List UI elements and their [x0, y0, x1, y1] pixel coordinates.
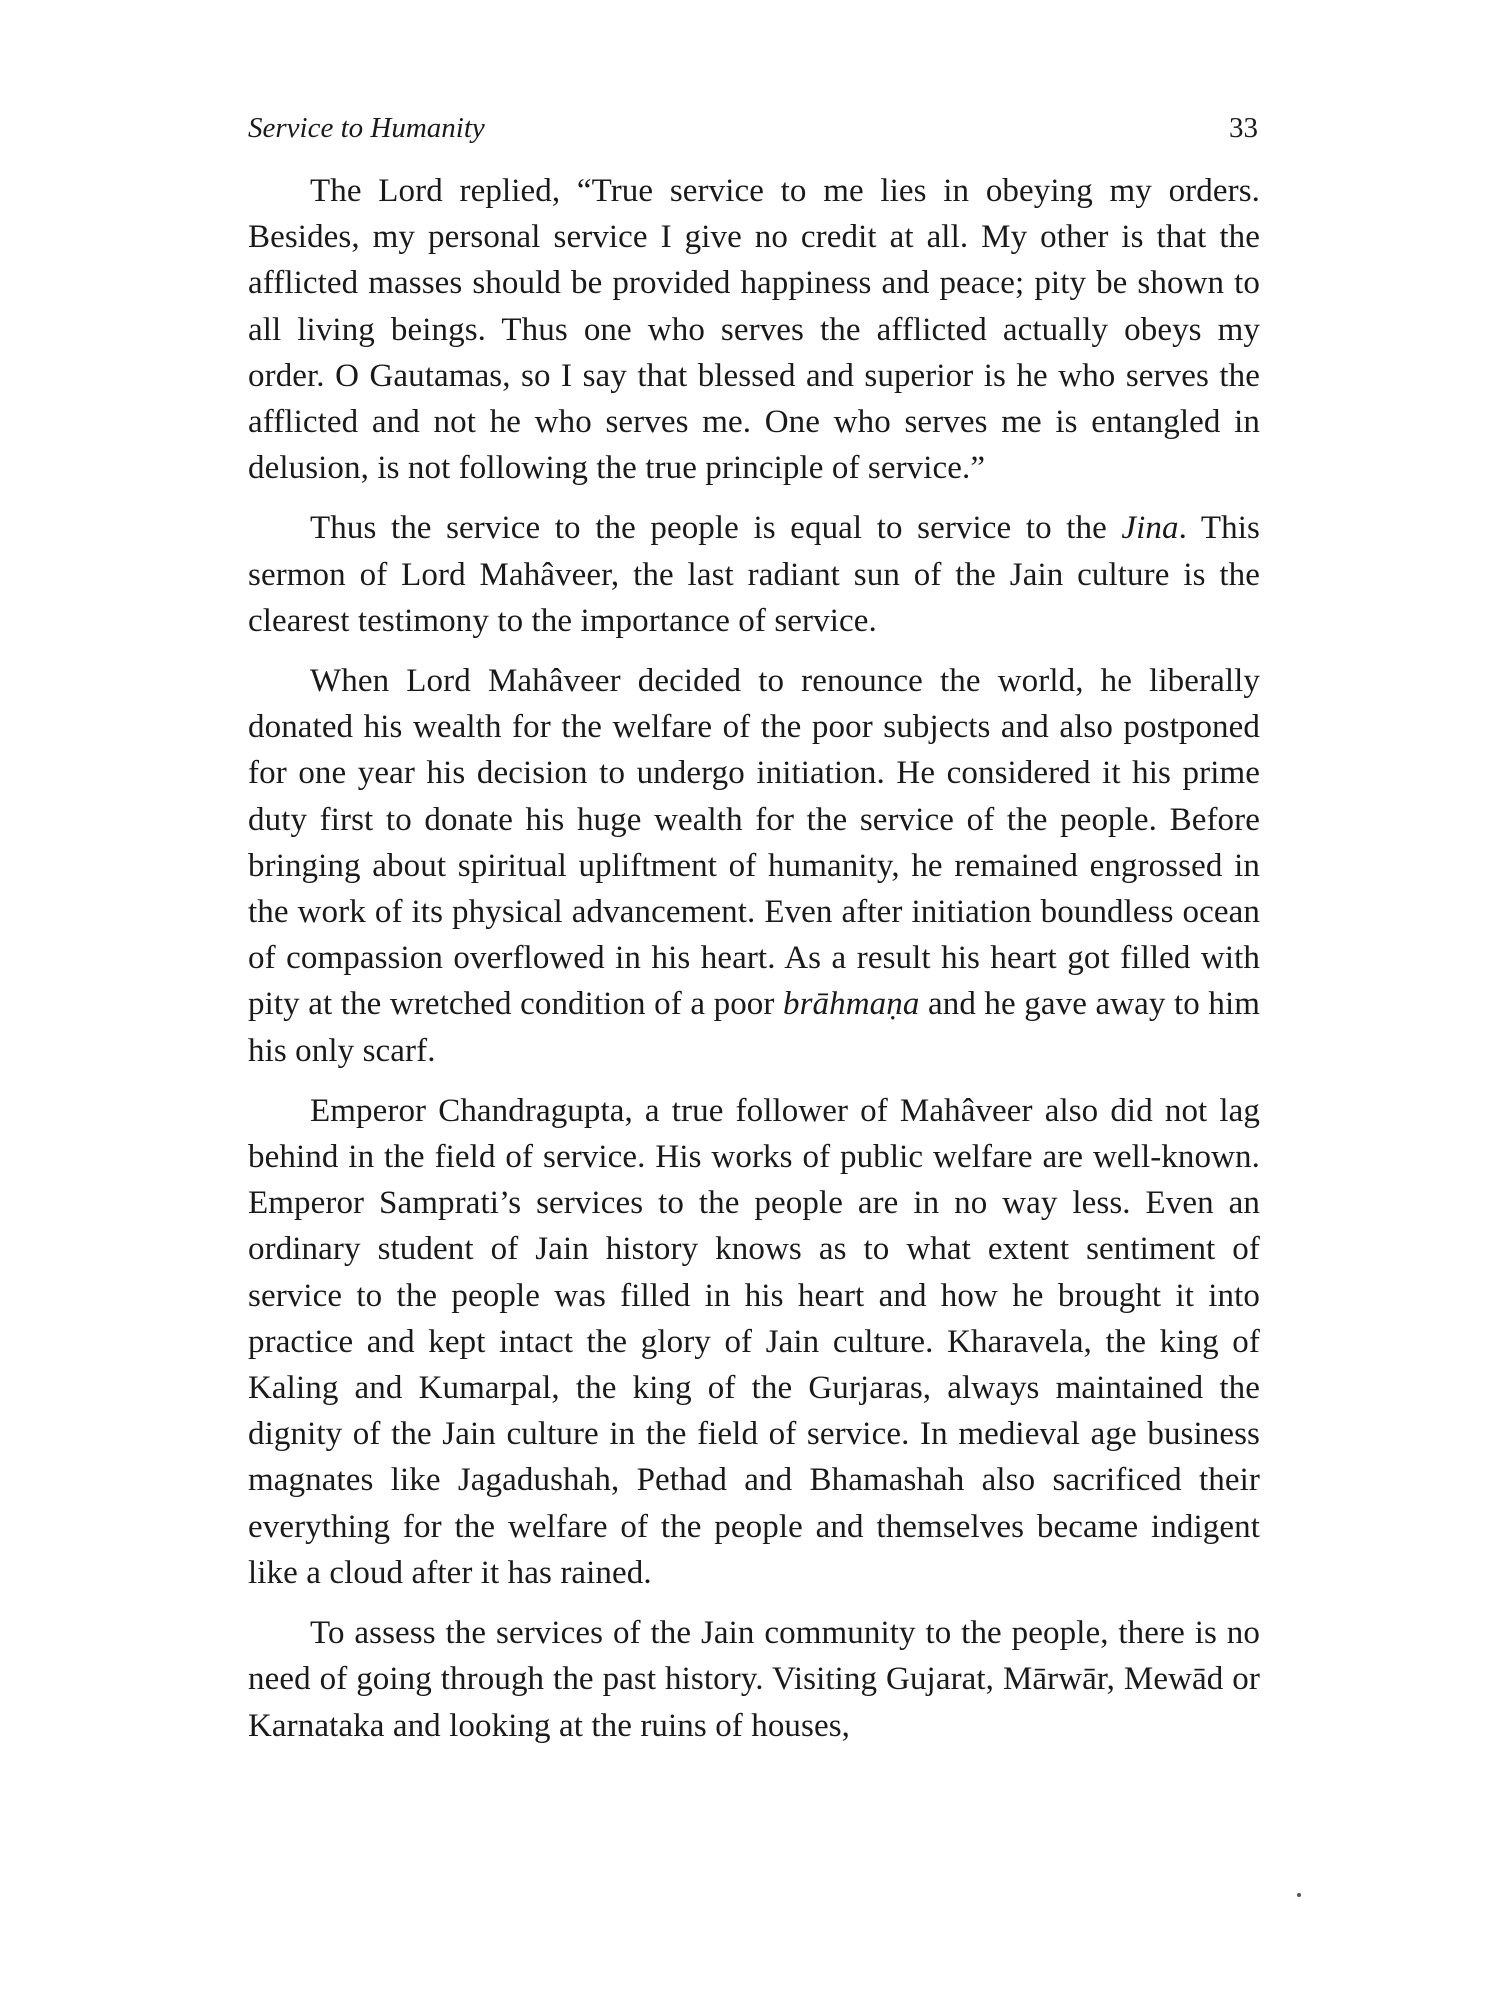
page-number: 33	[1229, 112, 1258, 144]
running-title: Service to Humanity	[248, 112, 485, 144]
paragraph-service-equal-jina	[248, 505, 1260, 644]
paragraph-text-part: . This sermon of Lord Mahâveer, the last radiant sun of the Jain culture is the clearest testimony to the importance of service.	[248, 510, 1260, 639]
paragraph-emperor-chandragupta: Emperor Chandragupta, a true follower of Mahâveer also did not lag behind in the field of service. His works of public welfare are well-known. Emperor Samprati’s services to the people are in no way less. Even an ordinary student of Jain history knows as to what extent sentiment of service to the people was filled in his heart and how he brought it into practice and kept intact the glory of Jain culture. Kharavela, the king of Kaling and Kumarpal, the king of the Gurjaras, always maintained the dignity of the Jain culture in the field of service. In medieval age business magnates like Jagadushah, Pethad and Bhamashah also sacrificed their everything for the welfare of the people and themselves became indigent like a cloud after it has rained.	[248, 1092, 1260, 1591]
paragraph-lord-reply: The Lord replied, “True service to me lies in obeying my orders. Besides, my personal service I give no credit at all. My other is that the afflicted masses should be provided happiness and peace; pity be shown to all living beings. Thus one who serves the afflicted actually obeys my order. O Gautamas, so I say that blessed and superior is he who serves the afflicted and not he who serves me. One who serves me is entangled in delusion, is not following the true principle of service.”	[248, 173, 1260, 487]
body-text	[248, 168, 1260, 1749]
book-page	[248, 108, 1260, 1749]
paragraph-jain-community: To assess the services of the Jain community to the people, there is no need of going through the past history. Visiting Gujarat, Mārwār, Mewād or Karnataka and looking at the ruins of houses,	[248, 1615, 1260, 1744]
italic-term-jina: Jina	[1121, 510, 1179, 547]
italic-term-brahmana: brāhmaṇa	[782, 986, 920, 1023]
paragraph-mahaveer-renounce	[248, 658, 1260, 1074]
paragraph-text-part: When Lord Mahâveer decided to renounce the world, he liberally donated his wealth for the welfare of the poor subjects and also postponed for one year his decision to undergo initiation. He considered it his prime duty first to donate his huge wealth for the service of the people. Before bringing about spiritual upliftment of humanity, he remained engrossed in the work of its physical advancement. Even after initiation boundless ocean of compassion overflowed in his heart. As a result his heart got filled with pity at the wretched condition of a poor	[248, 663, 1260, 1023]
scan-speck	[1297, 1893, 1301, 1897]
paragraph-text-part: and he gave away to him his only scarf.	[248, 986, 1260, 1069]
running-header	[248, 108, 1260, 148]
paragraph-text-part: Thus the service to the people is equal to service to the	[310, 510, 1122, 547]
